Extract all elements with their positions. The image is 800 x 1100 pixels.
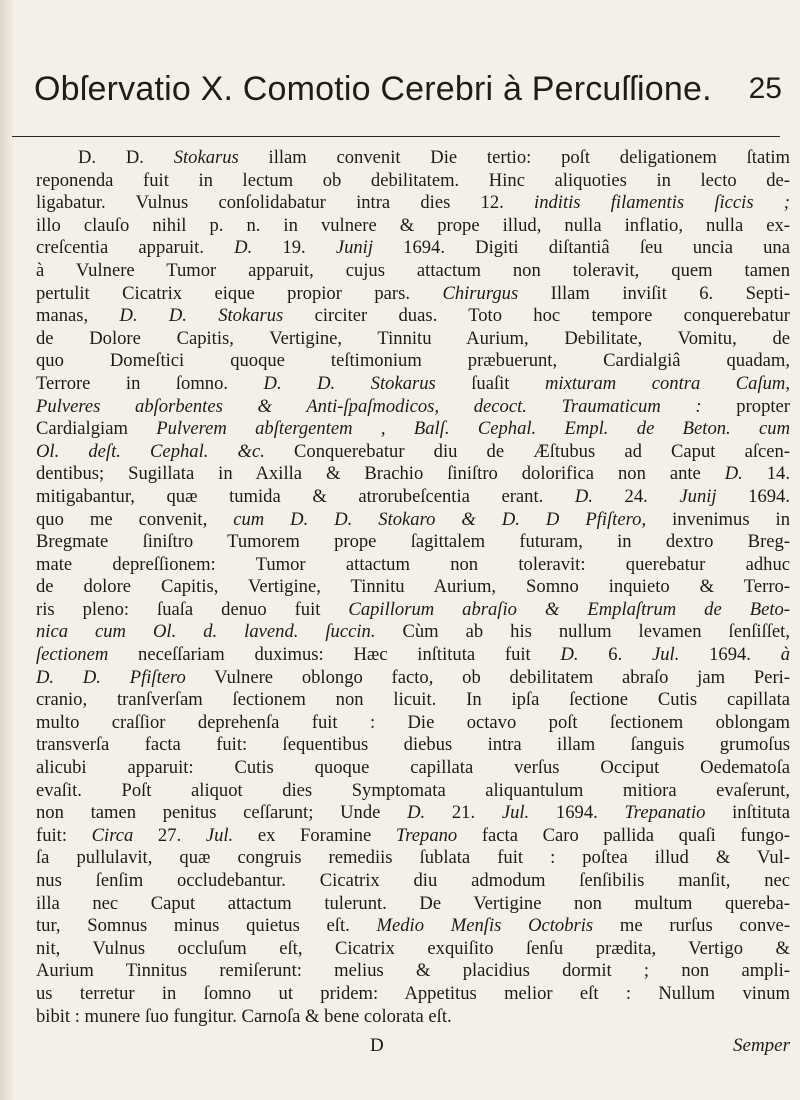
text-line xyxy=(36,757,790,780)
text-run: illo clauſo nihil p. n. in vulnere & prope illud, nulla inflatio, nulla ex- xyxy=(36,214,790,236)
text-run: bibit : munere ſuo fungitur. Carnoſa & bene colorata eſt. xyxy=(36,1005,452,1027)
text-run: quo me convenit, xyxy=(36,508,234,530)
italic-run: Chirurgus xyxy=(442,282,519,304)
italic-run: Pulverem abſtergentem , Balſ. Cephal. Empl. de Beton. cum xyxy=(156,418,790,440)
catchword: Semper xyxy=(733,1035,790,1056)
text-run: pertulit Cicatrix eique propior pars. xyxy=(36,282,443,304)
text-run: 19. xyxy=(252,237,336,259)
text-line xyxy=(36,531,790,554)
text-run: 1694. Digiti diſtantiâ ſeu uncia una xyxy=(373,237,790,259)
italic-run: mixturam contra Caſum, xyxy=(544,372,790,394)
italic-run: Jul. xyxy=(205,824,234,846)
text-run: mate depreſſionem: Tumor attactum non toleravit: querebatur adhuc xyxy=(36,553,790,575)
text-run: illam convenit Die tertio: poſt deligationem ſtatim xyxy=(238,147,790,168)
text-run: 14. xyxy=(742,463,790,485)
text-run: D. D. xyxy=(78,147,174,168)
text-line xyxy=(36,170,790,193)
text-line xyxy=(36,667,790,690)
text-run: mitigabantur, quæ tumida & atrorubeſcentia erant. xyxy=(36,485,575,507)
text-run: us terretur in ſomno ut pridem: Appetitus melior eſt : Nullum vinum xyxy=(36,982,790,1004)
text-line xyxy=(36,509,790,532)
text-line xyxy=(36,802,790,825)
text-run: me rurſus conve- xyxy=(593,915,790,937)
italic-run: D. D. Stokarus xyxy=(263,372,436,394)
text-run: Conquerebatur diu de Æſtubus ad Caput aſcen- xyxy=(264,440,790,462)
text-run: evaſit. Poſt aliquot dies Symptomata aliquantulum mitiora evaſerunt, xyxy=(36,779,790,801)
text-run: 24. xyxy=(592,485,680,507)
italic-run: Jul. xyxy=(501,802,530,824)
italic-run: D. xyxy=(234,237,253,259)
text-run: Illam inviſit 6. Septi- xyxy=(518,282,790,304)
text-line xyxy=(36,192,790,215)
italic-run: Junij xyxy=(679,485,717,507)
text-run: de dolore Capitis, Vertigine, Tinnitu Aurium, Somno inquieto & Terro- xyxy=(36,576,790,598)
text-run: ſa pullulavit, quæ congruis remediis ſublata fuit : poſtea illud & Vul- xyxy=(36,847,790,869)
text-run: à Vulnere Tumor apparuit, cujus attactum non toleravit, quem tamen xyxy=(36,259,790,281)
text-line xyxy=(36,689,790,712)
italic-run: Junij xyxy=(335,237,373,259)
text-run: Cùm ab his nullum levamen ſenſiſſet, xyxy=(375,621,790,643)
italic-run: Ol. deſt. Cephal. &c. xyxy=(36,440,265,462)
italic-run: inditis filamentis ſiccis ; xyxy=(534,192,790,214)
text-run: multo craſſior deprehenſa fuit : Die octavo poſt ſectionem oblongam xyxy=(36,711,790,733)
text-run: Bregmate ſiniſtro Tumorem prope ſagittalem futuram, in dextro Breg- xyxy=(36,531,790,553)
text-line xyxy=(36,1006,790,1029)
text-line xyxy=(36,215,790,238)
text-run: 1694. xyxy=(716,485,790,507)
text-line xyxy=(36,870,790,893)
page-header xyxy=(34,70,782,120)
text-line xyxy=(36,305,790,328)
italic-run: Jul. xyxy=(651,644,680,666)
text-run: nit, Vulnus occluſum eſt, Cicatrix exquiſito ſenſu prædita, Vertigo & xyxy=(36,937,790,959)
text-run: illa nec Caput attactum tulerunt. De Vertigine non multum quereba- xyxy=(36,892,790,914)
text-line xyxy=(36,621,790,644)
italic-run: Circa xyxy=(91,824,134,846)
text-line xyxy=(36,350,790,373)
text-line xyxy=(36,599,790,622)
text-run: ris pleno: ſuaſa denuo fuit xyxy=(36,598,349,620)
text-line xyxy=(36,396,790,419)
text-line xyxy=(36,780,790,803)
italic-run: cum D. D. Stokaro & D. D Pfiſtero xyxy=(233,508,642,530)
text-run: manas, xyxy=(36,305,120,327)
text-line xyxy=(36,938,790,961)
italic-run: D. xyxy=(407,802,426,824)
text-line xyxy=(36,441,790,464)
text-run: facta Caro pallida quaſi fungo- xyxy=(457,824,790,846)
text-run: nus ſenſim occludebantur. Cicatrix diu admodum ſenſibilis manſit, nec xyxy=(36,870,790,891)
body-text xyxy=(36,147,790,1028)
italic-run: D. D. Stokarus xyxy=(119,305,284,327)
italic-run: Trepano xyxy=(395,824,458,846)
text-line xyxy=(36,983,790,1006)
text-line xyxy=(36,915,790,938)
text-run: Aurium Tinnitus remiſerunt: melius & placidius dormit ; non ampli- xyxy=(36,960,790,982)
text-line xyxy=(36,463,790,486)
text-run: fuit: xyxy=(36,824,92,846)
text-line xyxy=(36,893,790,916)
text-run: Cardialgiam xyxy=(36,418,157,440)
italic-run: nica cum Ol. d. lavend. ſuccin. xyxy=(36,621,376,643)
text-run: 1694. xyxy=(679,644,781,666)
text-run: transverſa facta fuit: ſequentibus diebus intra illam ſanguis grumoſus xyxy=(36,734,790,756)
text-run: ſuaſit xyxy=(435,372,545,394)
text-line xyxy=(36,554,790,577)
text-line xyxy=(36,712,790,735)
italic-run: Pulveres abſorbentes & Anti-ſpaſmodicos, decoct. Traumaticum : xyxy=(36,395,702,417)
text-run: neceſſariam duximus: Hæc inſtituta fuit xyxy=(108,644,561,666)
text-line xyxy=(36,644,790,667)
text-run: ligabatur. Vulnus conſolidabatur intra dies 12. xyxy=(36,192,535,214)
text-run: Terrore in ſomno. xyxy=(36,372,264,394)
text-run: 27. xyxy=(133,824,206,846)
text-line xyxy=(36,328,790,351)
text-line xyxy=(36,373,790,396)
italic-run: Stokarus xyxy=(173,147,239,168)
page-footer xyxy=(36,1035,790,1061)
italic-run: à xyxy=(780,644,790,666)
signature-mark: D xyxy=(370,1035,384,1056)
text-run: tur, Somnus minus quietus eſt. xyxy=(36,915,377,937)
text-line xyxy=(36,283,790,306)
header-rule xyxy=(12,136,780,137)
text-line xyxy=(36,260,790,283)
italic-run: Trepanatio xyxy=(624,802,706,824)
italic-run: D. D. Pfiſtero xyxy=(36,666,186,688)
text-line xyxy=(36,960,790,983)
text-run: propter xyxy=(701,395,790,417)
text-line xyxy=(36,486,790,509)
text-run: reponenda fuit in lectum ob debilitatem. Hinc aliquoties in lecto de- xyxy=(36,169,790,191)
text-run: 21. xyxy=(425,802,502,824)
text-run: cranio, tranſverſam ſectionem non licuit. In ipſa ſectione Cutis capillata xyxy=(36,689,790,711)
text-run: de Dolore Capitis, Vertigine, Tinnitu Aurium, Debilitate, Vomitu, de xyxy=(36,327,790,349)
italic-run: Medio Menſis Octobris xyxy=(376,915,594,937)
text-run: non tamen penitus ceſſarunt; Unde xyxy=(36,802,408,824)
text-run: alicubi apparuit: Cutis quoque capillata verſus Occiput Oedematoſa xyxy=(36,757,790,779)
text-run: inſtituta xyxy=(705,802,790,824)
running-title: Obſervatio X. Comotio Cerebri à Percuſſione. xyxy=(34,70,712,108)
italic-run: ſectionem xyxy=(36,644,109,666)
text-run: 6. xyxy=(578,644,652,666)
page-number: 25 xyxy=(748,72,782,105)
text-line xyxy=(36,418,790,441)
text-line xyxy=(36,576,790,599)
text-run: creſcentia apparuit. xyxy=(36,237,235,259)
italic-run: D. xyxy=(724,463,743,485)
text-line xyxy=(36,147,790,170)
text-run: circiter duas. Toto hoc tempore conquerebatur xyxy=(283,305,790,327)
italic-run: D. xyxy=(574,485,593,507)
text-run: Vulnere oblongo facto, ob debilitatem abraſo jam Peri- xyxy=(185,666,790,688)
text-run: quo Domeſtici quoque teſtimonium præbuerunt, Cardialgiâ quadam, xyxy=(36,350,790,372)
text-run: 1694. xyxy=(529,802,625,824)
text-run: , invenimus in xyxy=(641,508,790,530)
text-line xyxy=(36,734,790,757)
text-run: dentibus; Sugillata in Axilla & Brachio ſiniſtro dolorifica non ante xyxy=(36,463,725,485)
text-line xyxy=(36,847,790,870)
text-line xyxy=(36,825,790,848)
italic-run: Capillorum abraſio & Emplaſtrum de Beto- xyxy=(348,598,790,620)
italic-run: D. xyxy=(560,644,579,666)
text-line xyxy=(36,237,790,260)
text-run: ex Foramine xyxy=(233,824,396,846)
